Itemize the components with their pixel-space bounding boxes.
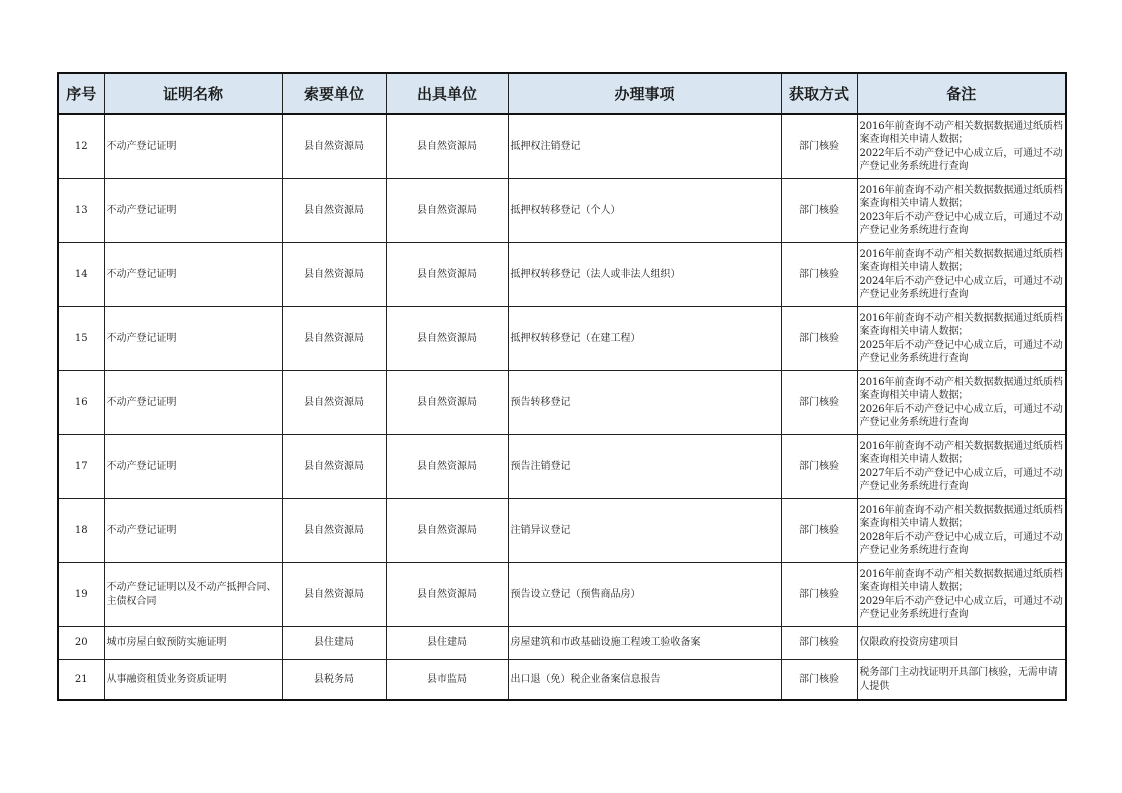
remarks-line: 2029年后不动产登记中心成立后，可通过不动产登记业务系统进行查询 [859,595,1063,620]
issuing-unit-cell: 县市监局 [386,660,508,701]
remarks-cell [857,179,1066,243]
matter-cell: 注销异议登记 [508,499,781,563]
matter-cell: 抵押权注销登记 [508,114,781,179]
issuing-unit-cell: 县自然资源局 [386,563,508,627]
issuing-unit-cell: 县自然资源局 [386,179,508,243]
issuing-unit-cell: 县自然资源局 [386,243,508,307]
table-row [58,243,1066,307]
method-cell: 部门核验 [781,243,857,307]
table-row [58,435,1066,499]
remarks-line: 2022年后不动产登记中心成立后，可通过不动产登记业务系统进行查询 [859,147,1063,172]
issuing-unit-cell: 县自然资源局 [386,114,508,179]
matter-cell: 抵押权转移登记（法人或非法人组织） [508,243,781,307]
issuing-unit-cell: 县自然资源局 [386,307,508,371]
table-row [58,563,1066,627]
serial-cell: 18 [58,499,104,563]
table-row [58,307,1066,371]
remarks-line: 2016年前查询不动产相关数据数据通过纸质档案查询相关申请人数据； [859,568,1063,593]
issuing-unit-cell: 县自然资源局 [386,435,508,499]
cert-name-cell: 不动产登记证明 [104,243,282,307]
remarks-cell [857,371,1066,435]
certificate-table [57,72,1067,701]
requesting-unit-cell: 县自然资源局 [282,114,386,179]
remarks-line: 2016年前查询不动产相关数据数据通过纸质档案查询相关申请人数据； [859,312,1063,337]
remarks-line: 2016年前查询不动产相关数据数据通过纸质档案查询相关申请人数据； [859,248,1063,273]
remarks-cell [857,243,1066,307]
header-matter: 办理事项 [508,73,781,114]
requesting-unit-cell: 县税务局 [282,660,386,701]
serial-cell: 14 [58,243,104,307]
remarks-line: 2028年后不动产登记中心成立后，可通过不动产登记业务系统进行查询 [859,531,1063,556]
serial-cell: 21 [58,660,104,701]
header-serial: 序号 [58,73,104,114]
method-cell: 部门核验 [781,660,857,701]
header-remarks: 备注 [857,73,1066,114]
requesting-unit-cell: 县自然资源局 [282,371,386,435]
cert-name-cell: 不动产登记证明 [104,435,282,499]
requesting-unit-cell: 县自然资源局 [282,499,386,563]
method-cell: 部门核验 [781,563,857,627]
issuing-unit-cell: 县住建局 [386,627,508,660]
matter-cell: 出口退（免）税企业备案信息报告 [508,660,781,701]
issuing-unit-cell: 县自然资源局 [386,499,508,563]
requesting-unit-cell: 县自然资源局 [282,179,386,243]
remarks-line: 2023年后不动产登记中心成立后，可通过不动产登记业务系统进行查询 [859,211,1063,236]
remarks-cell [857,627,1066,660]
cert-name-cell: 不动产登记证明 [104,307,282,371]
remarks-line: 税务部门主动找证明开具部门核验，无需申请人提供 [859,667,1058,692]
serial-cell: 17 [58,435,104,499]
method-cell: 部门核验 [781,307,857,371]
table-row [58,371,1066,435]
remarks-cell [857,435,1066,499]
matter-cell: 抵押权转移登记（个人） [508,179,781,243]
header-method: 获取方式 [781,73,857,114]
table-row [58,627,1066,660]
remarks-line: 2016年前查询不动产相关数据数据通过纸质档案查询相关申请人数据； [859,440,1063,465]
table-body [58,114,1066,700]
cert-name-cell: 不动产登记证明以及不动产抵押合同、主债权合同 [104,563,282,627]
issuing-unit-cell: 县自然资源局 [386,371,508,435]
remarks-cell [857,114,1066,179]
method-cell: 部门核验 [781,179,857,243]
remarks-line: 2026年后不动产登记中心成立后，可通过不动产登记业务系统进行查询 [859,403,1063,428]
method-cell: 部门核验 [781,371,857,435]
serial-cell: 15 [58,307,104,371]
cert-name-cell: 不动产登记证明 [104,371,282,435]
table-row [58,660,1066,701]
remarks-line: 2016年前查询不动产相关数据数据通过纸质档案查询相关申请人数据； [859,504,1063,529]
method-cell: 部门核验 [781,499,857,563]
header-issuing-unit: 出具单位 [386,73,508,114]
requesting-unit-cell: 县自然资源局 [282,307,386,371]
remarks-line: 2016年前查询不动产相关数据数据通过纸质档案查询相关申请人数据； [859,376,1063,401]
matter-cell: 抵押权转移登记（在建工程） [508,307,781,371]
cert-name-cell: 城市房屋白蚁预防实施证明 [104,627,282,660]
header-cert-name: 证明名称 [104,73,282,114]
serial-cell: 13 [58,179,104,243]
remarks-cell [857,563,1066,627]
cert-name-cell: 不动产登记证明 [104,179,282,243]
matter-cell: 预告注销登记 [508,435,781,499]
table-row [58,179,1066,243]
matter-cell: 预告设立登记（预售商品房） [508,563,781,627]
remarks-line: 2016年前查询不动产相关数据数据通过纸质档案查询相关申请人数据； [859,184,1063,209]
requesting-unit-cell: 县住建局 [282,627,386,660]
remarks-line: 2027年后不动产登记中心成立后，可通过不动产登记业务系统进行查询 [859,467,1063,492]
remarks-line: 2024年后不动产登记中心成立后，可通过不动产登记业务系统进行查询 [859,275,1063,300]
method-cell: 部门核验 [781,114,857,179]
serial-cell: 20 [58,627,104,660]
table-header-row [58,73,1066,114]
serial-cell: 12 [58,114,104,179]
remarks-cell [857,499,1066,563]
header-requesting-unit: 索要单位 [282,73,386,114]
method-cell: 部门核验 [781,627,857,660]
serial-cell: 16 [58,371,104,435]
cert-name-cell: 从事融资租赁业务资质证明 [104,660,282,701]
remarks-line: 2016年前查询不动产相关数据数据通过纸质档案查询相关申请人数据； [859,120,1063,145]
remarks-cell [857,660,1066,701]
method-cell: 部门核验 [781,435,857,499]
matter-cell: 房屋建筑和市政基础设施工程竣工验收备案 [508,627,781,660]
remarks-line: 仅限政府投资房建项目 [859,637,959,649]
requesting-unit-cell: 县自然资源局 [282,563,386,627]
remarks-line: 2025年后不动产登记中心成立后，可通过不动产登记业务系统进行查询 [859,339,1063,364]
requesting-unit-cell: 县自然资源局 [282,435,386,499]
serial-cell: 19 [58,563,104,627]
table-row [58,114,1066,179]
table-row [58,499,1066,563]
cert-name-cell: 不动产登记证明 [104,499,282,563]
matter-cell: 预告转移登记 [508,371,781,435]
requesting-unit-cell: 县自然资源局 [282,243,386,307]
remarks-cell [857,307,1066,371]
cert-name-cell: 不动产登记证明 [104,114,282,179]
